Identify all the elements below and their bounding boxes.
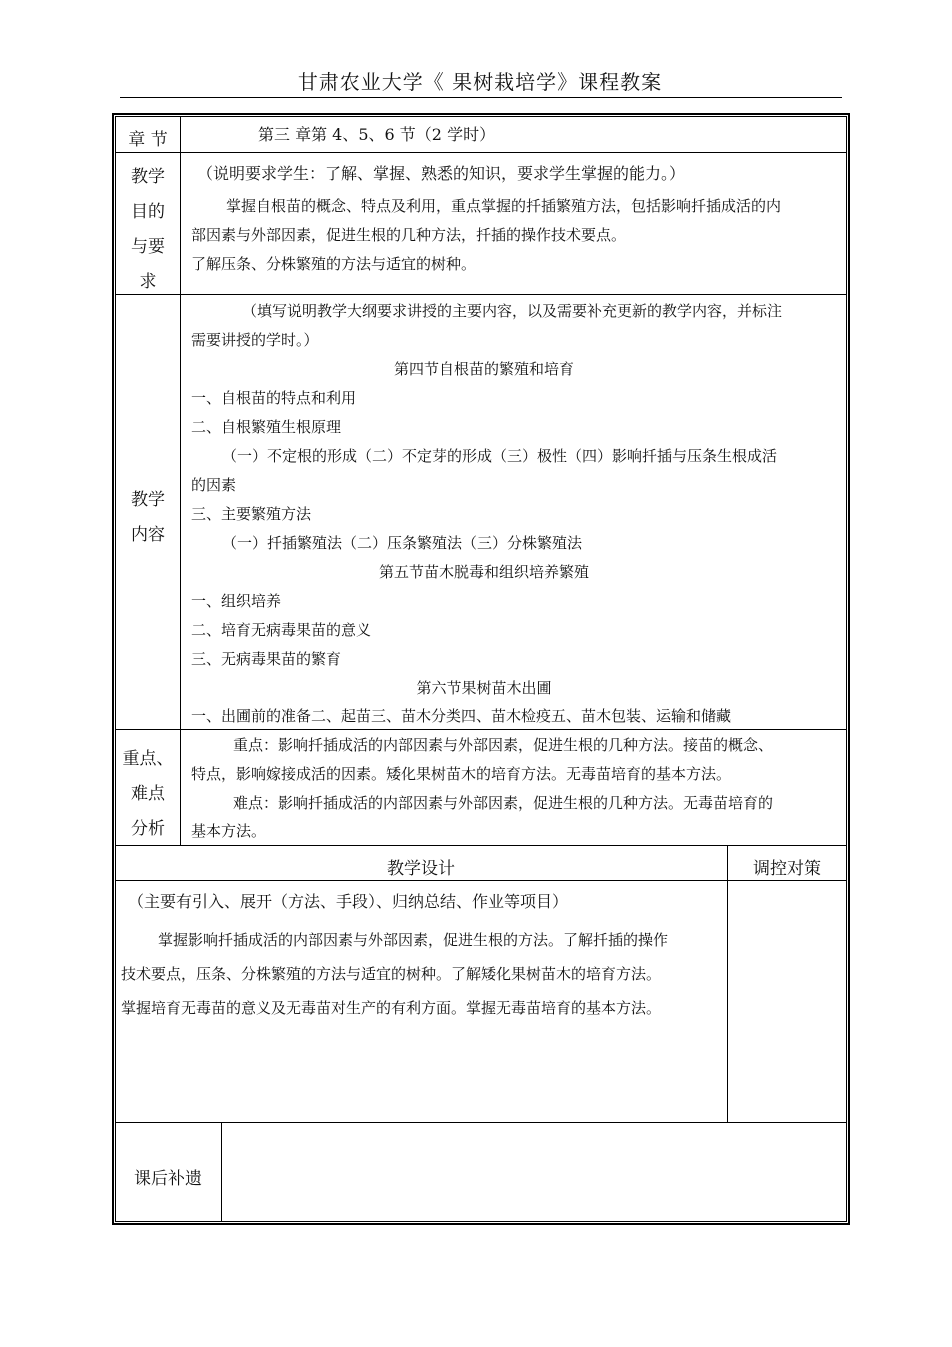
supplement-label: 课后补遗 [134, 1169, 202, 1189]
section-title: 第五节苗木脱毒和组织培养繁殖 [378, 563, 589, 581]
list-item: 一、出圃前的准备二、起苗三、苗木分类四、苗木检疫五、苗木包装、运输和储藏 [191, 707, 732, 725]
goals-note: （说明要求学生：了解、掌握、熟悉的知识，要求学生掌握的能力。） [197, 164, 686, 183]
list-item: （一）扦插繁殖法（二）压条繁殖法（三）分株繁殖法 [222, 534, 583, 552]
control-header: 调控对策 [753, 859, 821, 879]
header-rule [120, 97, 842, 98]
chapter-label: 章 节 [128, 130, 168, 150]
list-item: 一、组织培养 [191, 592, 282, 610]
row-divider [115, 1122, 847, 1123]
content-note: 需要讲授的学时。） [191, 331, 319, 349]
key-point-text: 重点：影响扦插成活的内部因素与外部因素，促进生根的几种方法。接苗的概念、 [233, 736, 774, 754]
difficulty-text: 基本方法。 [191, 822, 267, 840]
goals-text: 掌握自根苗的概念、特点及利用，重点掌握的扦插繁殖方法，包括影响扦插成活的内 [226, 197, 782, 215]
list-item: 二、培育无病毒果苗的意义 [191, 621, 372, 639]
section-title: 第六节果树苗木出圃 [416, 679, 552, 697]
chapter-value: 第三 章第 4、5、6 节（2 学时） [258, 125, 496, 144]
list-item: 三、无病毒果苗的繁育 [191, 650, 342, 668]
goals-text: 部因素与外部因素，促进生根的几种方法，扦插的操作技术要点。 [191, 226, 627, 244]
design-text: 掌握影响扦插成活的内部因素与外部因素，促进生根的方法。了解扦插的操作 [158, 931, 669, 949]
section-title: 第四节自根苗的繁殖和培育 [393, 360, 574, 378]
difficulty-text: 难点：影响扦插成活的内部因素与外部因素，促进生根的几种方法。无毒苗培育的 [233, 794, 774, 812]
design-text: 掌握培育无毒苗的意义及无毒苗对生产的有利方面。掌握无毒苗培育的基本方法。 [121, 999, 662, 1017]
page-title: 甘肃农业大学《 果树栽培学》课程教案 [297, 70, 663, 94]
design-note: （主要有引入、展开（方法、手段）、归纳总结、作业等项目） [128, 892, 569, 911]
list-item: 三、主要繁殖方法 [191, 505, 312, 523]
content-note: （填写说明教学大纲要求讲授的主要内容，以及需要补充更新的教学内容，并标注 [242, 302, 783, 320]
row-divider [115, 880, 847, 881]
goals-text: 了解压条、分株繁殖的方法与适宜的树种。 [191, 255, 477, 273]
row-divider [115, 294, 847, 295]
label-column-divider [180, 116, 181, 845]
design-text: 技术要点，压条、分株繁殖的方法与适宜的树种。了解矮化果树苗木的培育方法。 [121, 965, 662, 983]
list-item: 的因素 [191, 476, 237, 494]
control-column-divider [727, 845, 728, 1122]
key-point-text: 特点，影响嫁接成活的因素。矮化果树苗木的培育方法。无毒苗培育的基本方法。 [191, 765, 732, 783]
row-divider [115, 152, 847, 153]
list-item: 二、自根繁殖生根原理 [191, 418, 342, 436]
design-header: 教学设计 [387, 859, 455, 879]
list-item: （一）不定根的形成（二）不定芽的形成（三）极性（四）影响扦插与压条生根成活 [222, 447, 778, 465]
supplement-column-divider [221, 1122, 222, 1222]
list-item: 一、自根苗的特点和利用 [191, 389, 357, 407]
